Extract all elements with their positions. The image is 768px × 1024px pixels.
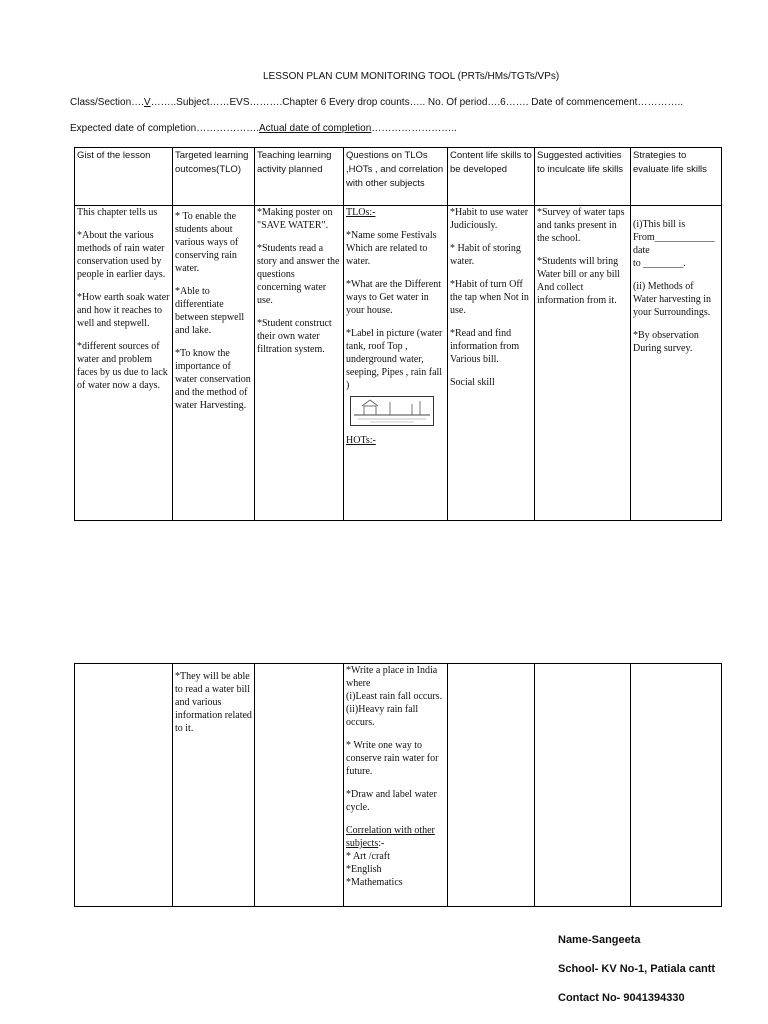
- tlo-cell: [173, 664, 255, 907]
- list-item: *English: [346, 864, 382, 875]
- document-title: LESSON PLAN CUM MONITORING TOOL (PRTs/HMs/TGTs/VPs): [263, 71, 560, 82]
- list-item: *Label in picture (water tank, roof Top , underground water, seeping, Pipes , rain fall ): [346, 328, 443, 391]
- header-row: [75, 148, 722, 206]
- list-item: * Habit of storing water.: [450, 243, 521, 267]
- col-header-content: Content life skills to be developed: [448, 148, 535, 206]
- list-item: *Able to differentiate between stepwell and lake.: [175, 286, 245, 336]
- class-subject-line: [70, 97, 683, 108]
- list-item: *What are the Different ways to Get water in your house.: [346, 279, 442, 316]
- contact-number: Contact No- 9041394330: [558, 992, 685, 1004]
- list-item: *Habit of turn Off the tap when Not in use.: [450, 279, 529, 316]
- list-item: *Making poster on "SAVE WATER".: [257, 207, 333, 231]
- class-value: V: [143, 97, 151, 108]
- teacher-name: Name-Sangeeta: [558, 934, 641, 946]
- list-item: * Write one way to conserve rain water for future.: [346, 740, 439, 777]
- suggested-cell-empty: [535, 664, 631, 907]
- lesson-plan-table: [74, 147, 722, 521]
- list-item: Social skill: [450, 377, 495, 388]
- list-item: (ii) Methods of Water harvesting in your Surroundings.: [633, 281, 712, 318]
- strategies-cell-empty: [631, 664, 722, 907]
- list-item: *Read and find information from Various bill.: [450, 328, 520, 365]
- actual-date-label: Actual date of completion: [258, 123, 372, 134]
- list-item: This chapter tells us: [77, 207, 158, 218]
- col-header-activity: Teaching learning activity planned: [255, 148, 344, 206]
- class-prefix: Class/Section….: [70, 97, 144, 108]
- list-item: *About the various methods of rain water conservation used by people in earlier days.: [77, 230, 166, 280]
- correlation-heading: [346, 824, 445, 850]
- col-header-gist: Gist of the lesson: [75, 148, 173, 206]
- lesson-plan-table-continued: [74, 663, 722, 907]
- list-item: *Students read a story and answer the questions concerning water use.: [257, 243, 340, 306]
- table-row: [75, 206, 722, 521]
- col-header-questions: Questions on TLOs ,HOTs , and correlation with other subjects: [344, 148, 448, 206]
- actual-date-rest: ……………………..: [371, 123, 457, 134]
- gist-cell-empty: [75, 664, 173, 907]
- list-item: *Survey of water taps and tanks present in the school.: [537, 207, 625, 244]
- strategies-cell: [631, 206, 722, 521]
- list-item: *Name some Festivals Which are related to water.: [346, 230, 437, 267]
- school-name: School- KV No-1, Patiala cantt: [558, 963, 716, 975]
- col-header-strategies: Strategies to evaluate life skills: [631, 148, 722, 206]
- suggested-cell: [535, 206, 631, 521]
- content-cell-empty: [448, 664, 535, 907]
- list-item: *They will be able to read a water bill and various information related to it.: [175, 671, 252, 734]
- expected-date: Expected date of completion……………….: [70, 123, 259, 134]
- tlo-cell: [173, 206, 255, 521]
- hots-label: HOTs:-: [346, 435, 376, 446]
- list-item: *How earth soak water and how it reaches to well and stepwell.: [77, 292, 170, 329]
- completion-dates-line: [70, 123, 457, 134]
- water-diagram-image: [350, 396, 434, 426]
- activity-cell-empty: [255, 664, 344, 907]
- list-item: *Write a place in India where (i)Least rain fall occurs. (ii)Heavy rain fall occurs.: [346, 665, 443, 728]
- table-row: [75, 664, 722, 907]
- questions-cell: [344, 206, 448, 521]
- list-item: (i)This bill is From____________ date to ________.: [633, 219, 715, 269]
- list-item: *To know the importance of water conservation and the method of water Harvesting.: [175, 348, 251, 411]
- activity-cell: [255, 206, 344, 521]
- col-header-tlo: Targeted learning outcomes(TLO): [173, 148, 255, 206]
- questions-cell: [344, 664, 448, 907]
- gist-cell: [75, 206, 173, 521]
- tlos-label: TLOs:-: [346, 207, 376, 218]
- list-item: * Art /craft: [346, 851, 390, 862]
- content-cell: [448, 206, 535, 521]
- class-rest: ……..Subject……EVS……….Chapter 6 Every drop counts….. No. Of period….6……. Date of commencement…………..: [150, 97, 684, 108]
- list-item: *Student construct their own water filtration system.: [257, 318, 332, 355]
- correlation-label: Correlation with other subjects: [346, 825, 435, 849]
- list-item: *By observation During survey.: [633, 330, 699, 354]
- correlation-suffix: :-: [378, 838, 385, 849]
- list-item: *Mathematics: [346, 877, 403, 888]
- list-item: *Students will bring Water bill or any bill And collect information from it.: [537, 256, 621, 306]
- list-item: *different sources of water and problem faces by us due to lack of water now a days.: [77, 341, 168, 391]
- col-header-suggested: Suggested activities to inculcate life skills: [535, 148, 631, 206]
- list-item: *Draw and label water cycle.: [346, 789, 437, 813]
- list-item: * To enable the students about various ways of conserving rain water.: [175, 211, 239, 274]
- list-item: *Habit to use water Judiciously.: [450, 207, 529, 231]
